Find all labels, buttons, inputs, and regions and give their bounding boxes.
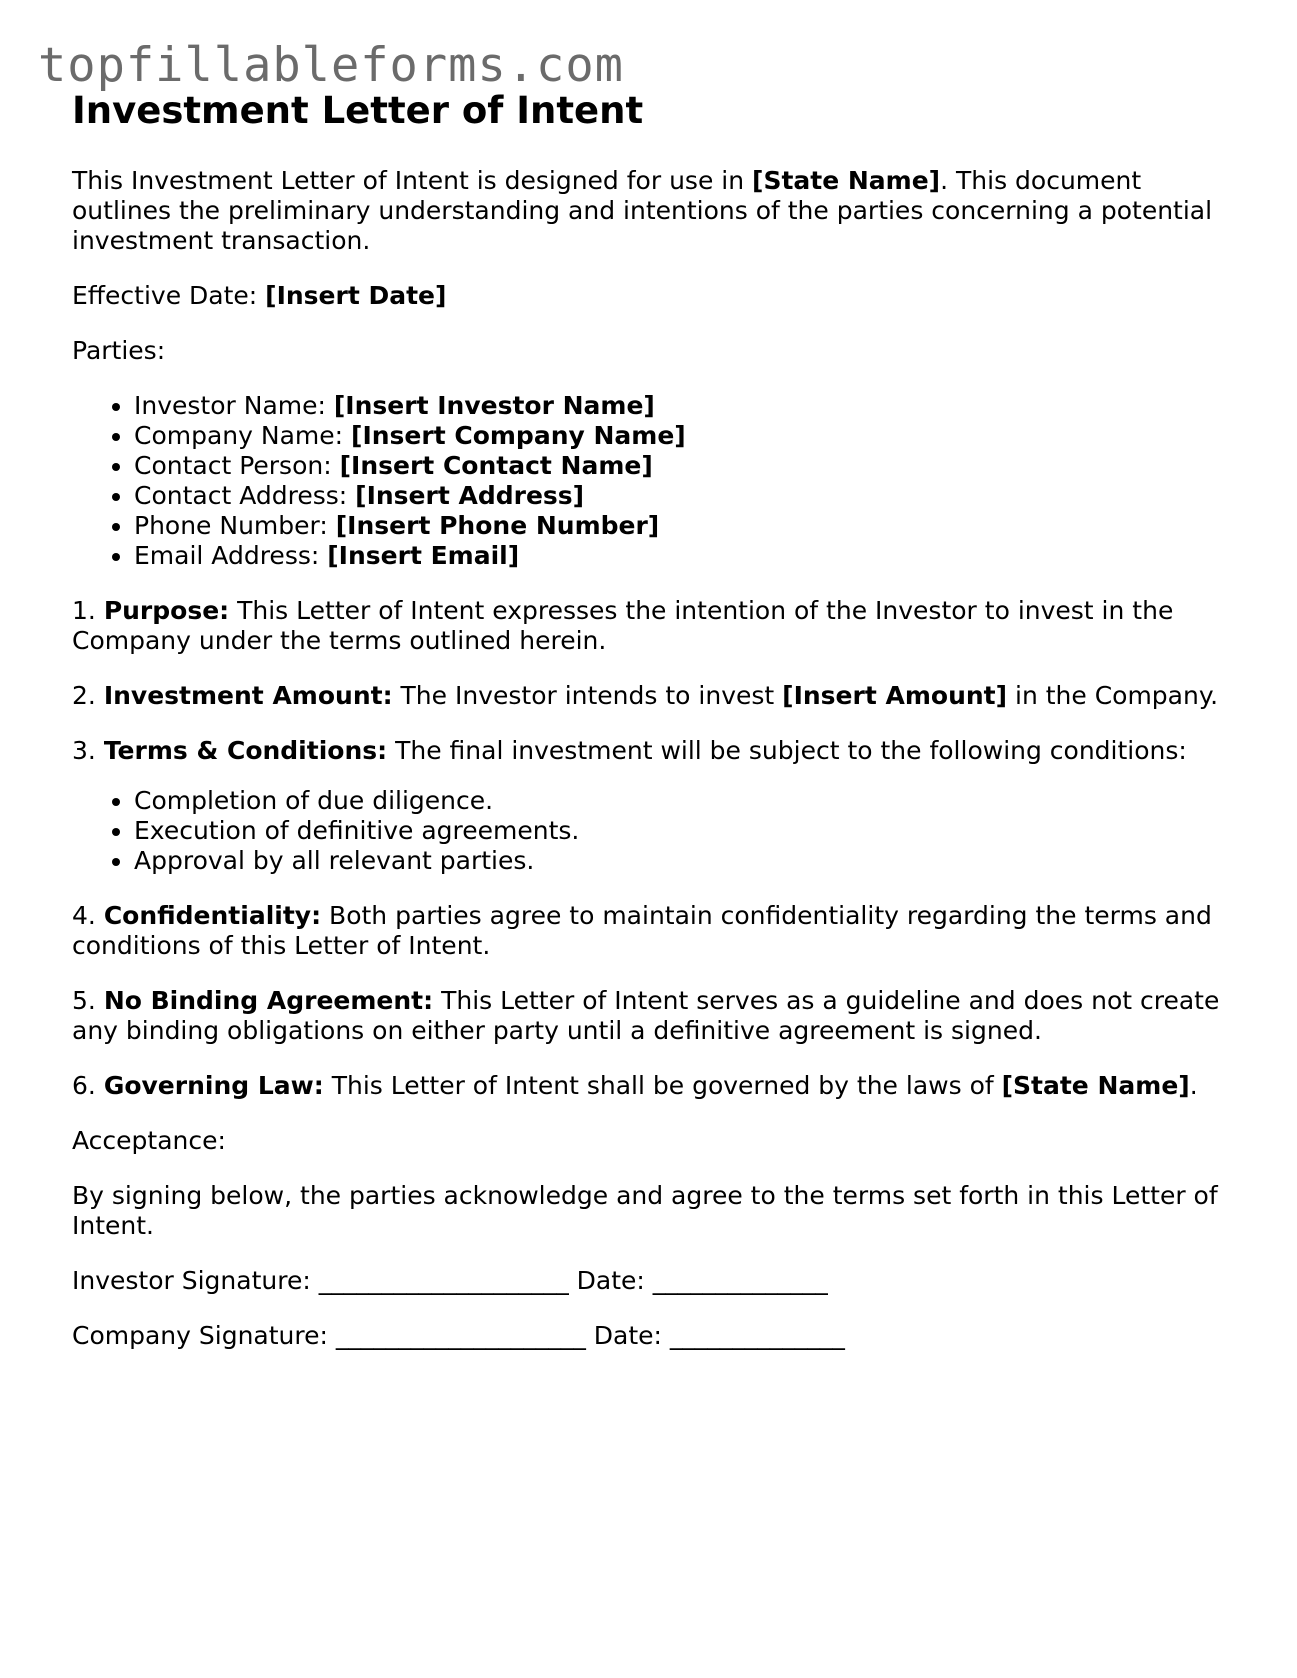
list-item: • Execution of definitive agreements. bbox=[134, 816, 1232, 846]
list-item: • Completion of due diligence. bbox=[134, 786, 1232, 816]
section-purpose: 1. Purpose: This Letter of Intent expresses the intention of the Investor to invest in the Company under the terms outlined herein. bbox=[72, 596, 1174, 655]
acceptance-label: Acceptance: bbox=[72, 1126, 226, 1155]
section-terms: 3. Terms & Conditions: The final investment will be subject to the following conditions: bbox=[72, 736, 1187, 765]
list-item: • Investor Name: [Insert Investor Name] bbox=[134, 391, 1232, 421]
document-page bbox=[72, 86, 1232, 1376]
list-item: • Email Address: [Insert Email] bbox=[134, 541, 1232, 571]
effective-date-value: [Insert Date] bbox=[265, 281, 447, 310]
state-name-placeholder: [State Name] bbox=[752, 166, 941, 195]
amount-placeholder: [Insert Amount] bbox=[782, 681, 1008, 710]
section-confidentiality: 4. Confidentiality: Both parties agree to maintain confidentiality regarding the terms and conditions of this Letter of Intent. bbox=[72, 901, 1212, 960]
section-investment-amount: 2. Investment Amount: The Investor intends to invest [Insert Amount] in the Company. bbox=[72, 681, 1219, 710]
company-signature-line[interactable]: Company Signature: ____________________ Date: ______________ bbox=[72, 1321, 845, 1350]
investor-signature-line[interactable]: Investor Signature: ____________________ Date: ______________ bbox=[72, 1266, 828, 1295]
parties-label: Parties: bbox=[72, 336, 166, 365]
list-item: • Phone Number: [Insert Phone Number] bbox=[134, 511, 1232, 541]
state-name-placeholder: [State Name] bbox=[1001, 1071, 1190, 1100]
list-item: • Approval by all relevant parties. bbox=[134, 846, 1232, 876]
parties-list bbox=[72, 391, 1232, 571]
list-item: • Company Name: [Insert Company Name] bbox=[134, 421, 1232, 451]
list-item: • Contact Address: [Insert Address] bbox=[134, 481, 1232, 511]
conditions-list bbox=[72, 786, 1232, 876]
watermark: topfillableforms.com bbox=[38, 38, 624, 93]
section-no-binding-agreement: 5. No Binding Agreement: This Letter of Intent serves as a guideline and does not create any binding obligations on either party until a definitive agreement is signed. bbox=[72, 986, 1220, 1045]
section-governing-law: 6. Governing Law: This Letter of Intent shall be governed by the laws of [State Name]. bbox=[72, 1071, 1198, 1100]
list-item: • Contact Person: [Insert Contact Name] bbox=[134, 451, 1232, 481]
effective-date: Effective Date: [Insert Date] bbox=[72, 281, 447, 310]
acceptance-text: By signing below, the parties acknowledge and agree to the terms set forth in this Letter of Intent. bbox=[72, 1181, 1218, 1240]
document-title: Investment Letter of Intent bbox=[72, 89, 644, 132]
intro-paragraph: This Investment Letter of Intent is designed for use in [State Name]. This document outlines the preliminary understanding and intentions of the parties concerning a potential investment transaction. bbox=[72, 166, 1213, 255]
